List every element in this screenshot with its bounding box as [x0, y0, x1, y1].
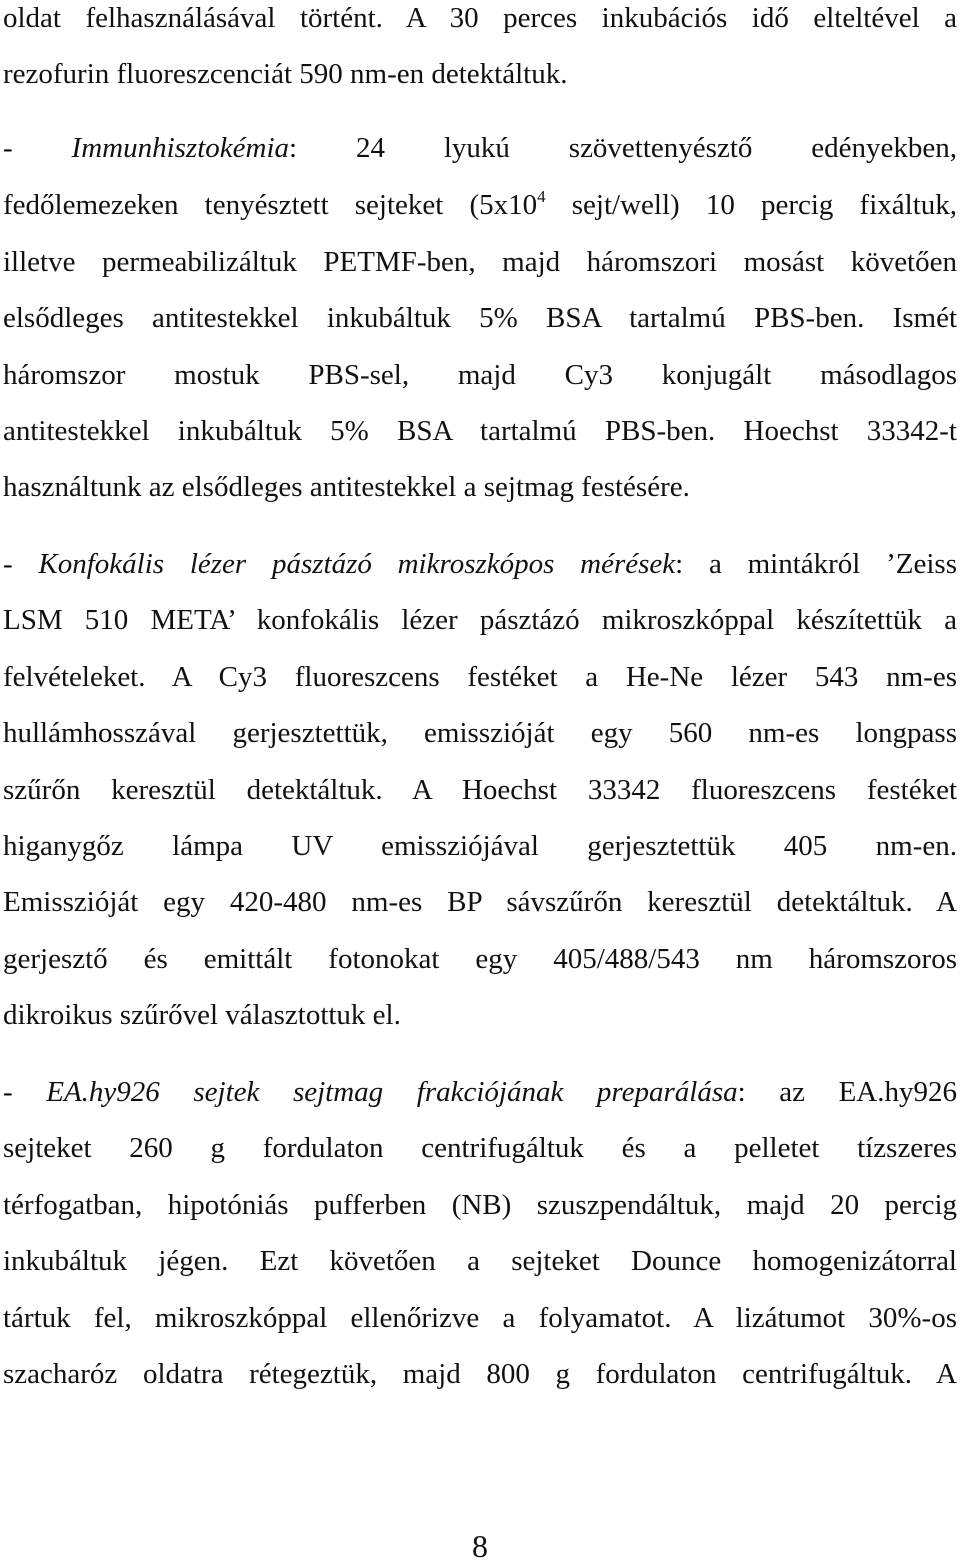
section-heading-line	[3, 546, 957, 582]
section-term-rest: : 24 lyukú szövettenyésztő edényekben,	[289, 132, 957, 164]
text-line: háromszor mostuk PBS-sel, majd Cy3 konjugált másodlagos	[3, 359, 957, 391]
superscript: 4	[537, 187, 546, 206]
text-line	[3, 187, 957, 223]
text-line: felvételeket. A Cy3 fluoreszcens festéket a He-Ne lézer 543 nm-es	[3, 661, 957, 693]
section-heading-line	[3, 1074, 957, 1110]
text-line: illetve permeabilizáltuk PETMF-ben, majd háromszori mosást követően	[3, 246, 957, 278]
text-segment: sejt/well) 10 percig fixáltuk,	[545, 189, 957, 221]
page-number: 8	[472, 1528, 488, 1564]
text-line: dikroikus szűrővel választottuk el.	[3, 999, 401, 1031]
text-line: Emisszióját egy 420-480 nm-es BP sávszűrőn keresztül detektáltuk. A	[3, 886, 957, 918]
text-line: szűrőn keresztül detektáltuk. A Hoechst 33342 fluoreszcens festéket	[3, 774, 957, 806]
section-term-rest: : a mintákról ’Zeiss	[675, 548, 957, 580]
text-line: hullámhosszával gerjesztettük, emisszióját egy 560 nm-es longpass	[3, 717, 957, 749]
text-line: használtunk az elsődleges antitestekkel a sejtmag festésére.	[3, 471, 690, 503]
text-line: inkubáltuk jégen. Ezt követően a sejteket Dounce homogenizátorral	[3, 1245, 957, 1277]
list-dash: -	[3, 548, 39, 580]
section-term: EA.hy926 sejtek sejtmag frakciójának preparálása	[46, 1076, 738, 1108]
section-term: Immunhisztokémia	[71, 132, 290, 164]
text-line: tártuk fel, mikroszkóppal ellenőrizve a folyamatot. A lizátumot 30%-os	[3, 1302, 957, 1334]
section-term-rest: : az EA.hy926	[737, 1076, 957, 1108]
text-line: LSM 510 META’ konfokális lézer pásztázó mikroszkóppal készítettük a	[3, 604, 957, 636]
text-line: oldat felhasználásával történt. A 30 perces inkubációs idő elteltével a	[3, 2, 957, 34]
text-line: elsődleges antitestekkel inkubáltuk 5% BSA tartalmú PBS-ben. Ismét	[3, 302, 957, 334]
section-term: Konfokális lézer pásztázó mikroszkópos mérések	[38, 548, 676, 580]
list-dash: -	[3, 132, 72, 164]
text-segment: fedőlemezeken tenyésztett sejteket (5x10	[3, 189, 538, 221]
section-heading-line	[3, 130, 957, 166]
text-line: sejteket 260 g fordulaton centrifugáltuk és a pelletet tízszeres	[3, 1132, 957, 1164]
text-line: higanygőz lámpa UV emissziójával gerjesztettük 405 nm-en.	[3, 830, 957, 862]
text-line: rezofurin fluoreszcenciát 590 nm-en detektáltuk.	[3, 58, 568, 90]
text-line: antitestekkel inkubáltuk 5% BSA tartalmú PBS-ben. Hoechst 33342-t	[3, 415, 957, 447]
text-line: szacharóz oldatra rétegeztük, majd 800 g fordulaton centrifugáltuk. A	[3, 1358, 957, 1390]
list-dash: -	[3, 1076, 47, 1108]
text-line: gerjesztő és emittált fotonokat egy 405/488/543 nm háromszoros	[3, 943, 957, 975]
text-line: térfogatban, hipotóniás pufferben (NB) szuszpendáltuk, majd 20 percig	[3, 1189, 957, 1221]
